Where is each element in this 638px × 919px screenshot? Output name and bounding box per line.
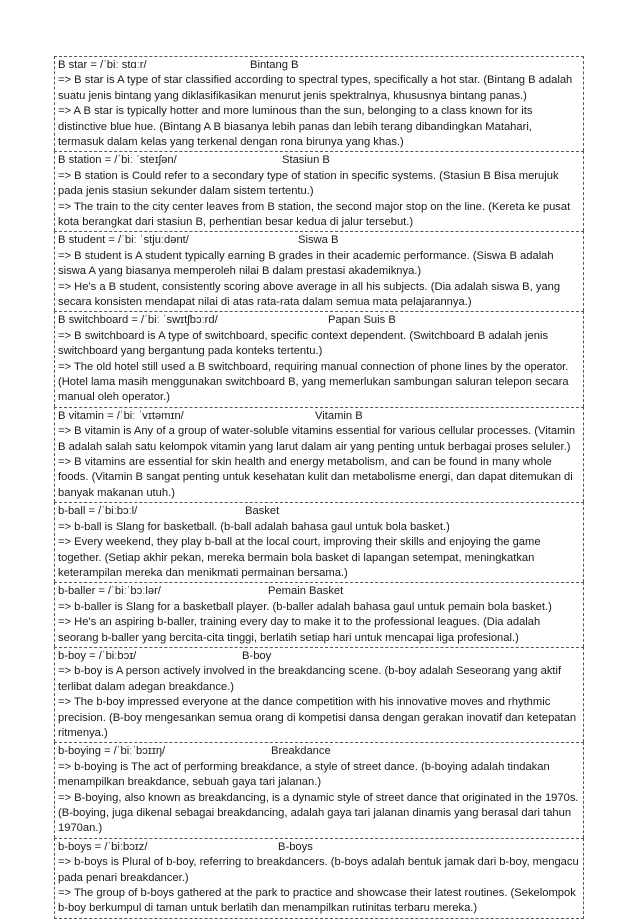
definition-line: => b-boys is Plural of b-boy, referring to breakdancers. (b-boys adalah bentuk jamak dari b-boy, mengacu pada penari breakdancer.) bbox=[58, 856, 579, 884]
entry-term: B vitamin = /ˈbiː ˈvɪtəmɪn/ bbox=[58, 409, 184, 422]
example-line: => He's a B student, consistently scoring above average in all his subjects. (Dia adalah siswa B, yang secara konsisten mendapat nilai di atas rata-rata dalam semua mata pelajarannya.) bbox=[58, 280, 561, 309]
entry-headline bbox=[58, 313, 580, 328]
entry-headline bbox=[58, 840, 580, 855]
entry-term: b-boying = /ˈbiːˈbɔɪɪŋ/ bbox=[58, 745, 166, 758]
entry-translation: Breakdance bbox=[271, 745, 331, 758]
definition-line: => B vitamin is Any of a group of water-soluble vitamins essential for various cellular processes. (Vitamin B adalah salah satu kelompok vitamin yang larut dalam air yang penting untuk berbagai proses seluler.) bbox=[58, 425, 576, 453]
vocab-entry bbox=[54, 151, 584, 231]
definition-line: => B student is A student typically earning B grades in their academic performance. (Siswa B adalah siswa A yang biasanya memperoleh nilai B dalam prestasi akademiknya.) bbox=[58, 249, 554, 278]
example-line: => A B star is typically hotter and more luminous than the sun, belonging to a class known for its distinctive blue hue. (Bintang A B biasanya lebih panas dan lebih terang dibandingkan Matahari, termasuk dalam kelas yang terkenal dengan rona birunya yang khas.) bbox=[58, 105, 533, 149]
vocab-entry bbox=[54, 838, 584, 919]
definition-line: => b-baller is Slang for a basketball player. (b-baller adalah bahasa gaul untuk pemain bola basket.) bbox=[58, 600, 552, 613]
entry-translation: Bintang B bbox=[250, 59, 299, 71]
entry-translation: B-boys bbox=[278, 840, 313, 853]
example-line: => He's an aspiring b-baller, training every day to make it to the professional leagues. (Dia adalah seorang b-baller yang bercita-cita tinggi, berlatih setiap hari untuk mencapai liga profesional.) bbox=[58, 616, 541, 644]
entry-headline bbox=[58, 744, 580, 759]
example-line: => Every weekend, they play b-ball at the local court, improving their skills and enjoying the game together. (Setiap akhir pekan, mereka bermain bola basket di lapangan setempat, meningkatkan keterampilan mereka dan menikmati permainan bersama.) bbox=[58, 536, 541, 579]
entry-term: B star = /ˈbiː stɑːr/ bbox=[58, 59, 147, 71]
example-line: => The group of b-boys gathered at the park to practice and showcase their latest routines. (Sekelompok b-boy berkumpul di taman untuk berlatih dan menampilkan rutinitas terbaru mereka.) bbox=[58, 886, 576, 915]
example-line: => The b-boy impressed everyone at the dance competition with his innovative moves and rhythmic precision. (B-boy mengesankan semua orang di kompetisi dansa dengan gerakan inovatif dan ketepatan ritmenya.) bbox=[58, 696, 577, 739]
definition-line: => b-ball is Slang for basketball. (b-ball adalah bahasa gaul untuk bola basket.) bbox=[58, 520, 450, 533]
definition-line: => b-boy is A person actively involved in the breakdancing scene. (b-boy adalah Seseorang yang aktif terlibat dalam adegan breakdance.) bbox=[58, 665, 562, 693]
entry-headline bbox=[58, 504, 580, 519]
entry-term: b-baller = /ˈbiːˈbɔːlər/ bbox=[58, 585, 161, 598]
definition-line: => B switchboard is A type of switchboard, specific context dependent. (Switchboard B adalah jenis switchboard yang bergantung pada konteks tertentu.) bbox=[58, 329, 549, 358]
entry-translation: Pemain Basket bbox=[268, 585, 344, 598]
entry-term: b-boy = /ˈbiːbɔɪ/ bbox=[58, 649, 137, 662]
entry-translation: Siswa B bbox=[298, 234, 339, 247]
entry-term: B student = /ˈbiː ˈstjuːdənt/ bbox=[58, 234, 189, 247]
vocab-entry bbox=[54, 502, 584, 582]
entry-translation: Papan Suis B bbox=[328, 314, 396, 327]
entry-headline bbox=[58, 584, 580, 599]
entry-term: B switchboard = /ˈbiː ˈswɪtʃbɔːrd/ bbox=[58, 314, 218, 327]
entry-headline bbox=[58, 233, 580, 248]
entry-headline bbox=[58, 649, 580, 664]
entry-term: B station = /ˈbiː ˈsteɪʃən/ bbox=[58, 154, 177, 167]
definition-line: => B star is A type of star classified according to spectral types, specifically a hot star. (Bintang B adalah suatu jenis bintang yang diklasifikasikan menurut jenis spektralnya, khususnya bintang panas.) bbox=[58, 74, 573, 102]
entry-translation: Basket bbox=[245, 505, 280, 518]
vocabulary-list bbox=[54, 56, 584, 919]
entry-term: b-boys = /ˈbiːbɔɪz/ bbox=[58, 840, 148, 853]
vocab-entry bbox=[54, 56, 584, 151]
entry-term: b-ball = /ˈbiːbɔːl/ bbox=[58, 505, 138, 518]
vocab-entry bbox=[54, 407, 584, 502]
example-line: => B vitamins are essential for skin health and energy metabolism, and can be found in many whole foods. (Vitamin B sangat penting untuk kesehatan kulit dan metabolisme energi, dan dapat ditemukan di banyak makanan utuh.) bbox=[58, 456, 573, 499]
definition-line: => b-boying is The act of performing breakdance, a style of street dance. (b-boying adalah tindakan menampilkan breakdance, sebuah gaya tari jalanan.) bbox=[58, 760, 550, 789]
entry-headline bbox=[58, 409, 580, 424]
vocab-entry bbox=[54, 582, 584, 647]
vocab-entry bbox=[54, 311, 584, 406]
entry-headline bbox=[58, 153, 580, 168]
example-line: => The old hotel still used a B switchboard, requiring manual connection of phone lines by the operator. (Hotel lama masih menggunakan switchboard B, yang memerlukan sambungan saluran telepon secara manual oleh operator.) bbox=[58, 360, 569, 404]
entry-translation: Vitamin B bbox=[315, 409, 363, 422]
vocab-entry bbox=[54, 231, 584, 311]
vocab-entry bbox=[54, 742, 584, 837]
entry-translation: Stasiun B bbox=[282, 154, 330, 167]
example-line: => B-boying, also known as breakdancing, is a dynamic style of street dance that originated in the 1970s. (B-boying, juga dikenal sebagai breakdancing, adalah gaya tari jalanan dinamis yang berasal dari tahun 1970an.) bbox=[58, 791, 579, 835]
entry-translation: B-boy bbox=[242, 649, 272, 662]
example-line: => The train to the city center leaves from B station, the second major stop on the line. (Kereta ke pusat kota berangkat dari stasiun B, perhentian besar kedua di jalur tersebut.) bbox=[58, 200, 571, 229]
definition-line: => B station is Could refer to a secondary type of station in specific systems. (Stasiun B Bisa merujuk pada jenis stasiun sekunder dalam sistem tertentu.) bbox=[58, 169, 559, 198]
entry-headline bbox=[58, 58, 580, 73]
vocab-entry bbox=[54, 647, 584, 742]
